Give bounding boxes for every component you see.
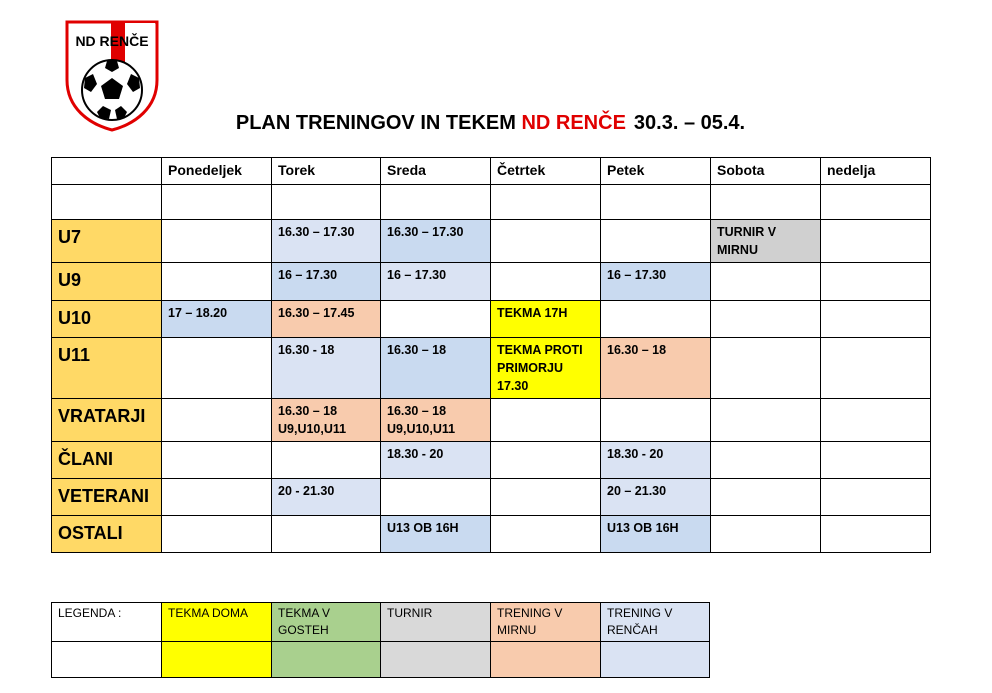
empty-cell (601, 185, 711, 220)
schedule-cell: 16.30 – 18 (601, 338, 711, 399)
schedule-cell: 16 – 17.30 (381, 263, 491, 301)
day-header: Sobota (711, 158, 821, 185)
schedule-cell (162, 442, 272, 479)
schedule-cell (162, 338, 272, 399)
schedule-cell: 16.30 – 18 U9,U10,U11 (381, 399, 491, 442)
schedule-cell: 16.30 - 18 (272, 338, 381, 399)
schedule-cell: 16.30 – 17.30 (272, 220, 381, 263)
schedule-cell (491, 399, 601, 442)
legend-table (51, 602, 710, 678)
day-header: Četrtek (491, 158, 601, 185)
legend-item-label: TURNIR (381, 603, 491, 642)
group-label: OSTALI (52, 516, 162, 553)
empty-cell (491, 185, 601, 220)
legend-item-label: TRENING V RENČAH (601, 603, 710, 642)
schedule-cell (162, 479, 272, 516)
schedule-table (51, 157, 931, 553)
schedule-cell (272, 516, 381, 553)
empty-cell (162, 185, 272, 220)
legend-item-label: TEKMA DOMA (162, 603, 272, 642)
group-label: ČLANI (52, 442, 162, 479)
schedule-cell (491, 516, 601, 553)
legend-item-label: TRENING V MIRNU (491, 603, 601, 642)
group-label: U10 (52, 301, 162, 338)
schedule-cell (601, 301, 711, 338)
group-label: U11 (52, 338, 162, 399)
schedule-cell (821, 263, 931, 301)
schedule-cell: 16.30 – 18 U9,U10,U11 (272, 399, 381, 442)
schedule-cell: 16.30 – 17.45 (272, 301, 381, 338)
schedule-cell: 16.30 – 17.30 (381, 220, 491, 263)
schedule-cell (272, 442, 381, 479)
group-label: U9 (52, 263, 162, 301)
schedule-cell (711, 516, 821, 553)
schedule-cell (162, 516, 272, 553)
legend-swatch (272, 642, 381, 678)
day-header: Ponedeljek (162, 158, 272, 185)
empty-cell (52, 185, 162, 220)
schedule-cell (821, 220, 931, 263)
empty-cell (711, 185, 821, 220)
schedule-cell (162, 399, 272, 442)
title-dates: 30.3. – 05.4. (633, 112, 746, 134)
schedule-cell (381, 479, 491, 516)
group-label: VETERANI (52, 479, 162, 516)
schedule-cell: U13 OB 16H (381, 516, 491, 553)
legend-swatch-row (52, 642, 710, 678)
day-header: Sreda (381, 158, 491, 185)
page-title (51, 112, 930, 135)
legend-swatch (381, 642, 491, 678)
schedule-cell (821, 399, 931, 442)
empty-cell (272, 185, 381, 220)
schedule-cell (711, 442, 821, 479)
schedule-cell (381, 301, 491, 338)
schedule-cell (821, 442, 931, 479)
schedule-cell: 17 – 18.20 (162, 301, 272, 338)
schedule-cell: TURNIR V MIRNU (711, 220, 821, 263)
schedule-cell (711, 263, 821, 301)
schedule-cell: 16.30 – 18 (381, 338, 491, 399)
table-row (52, 442, 931, 479)
legend-item-label: TEKMA V GOSTEH (272, 603, 381, 642)
title-club: ND RENČE (521, 112, 626, 134)
logo-text: ND RENČE (75, 33, 149, 49)
title-prefix: PLAN TRENINGOV IN TEKEM (235, 112, 516, 134)
schedule-cell (491, 442, 601, 479)
schedule-cell: 16 – 17.30 (272, 263, 381, 301)
group-label: VRATARJI (52, 399, 162, 442)
schedule-cell: 20 - 21.30 (272, 479, 381, 516)
table-row (52, 301, 931, 338)
empty-cell (821, 185, 931, 220)
schedule-cell: 18.30 - 20 (601, 442, 711, 479)
legend-swatch (601, 642, 710, 678)
schedule-cell (821, 479, 931, 516)
legend-swatch (162, 642, 272, 678)
schedule-cell: TEKMA 17H (491, 301, 601, 338)
schedule-cell: 16 – 17.30 (601, 263, 711, 301)
table-row (52, 338, 931, 399)
schedule-cell (162, 220, 272, 263)
schedule-cell (491, 263, 601, 301)
table-row (52, 516, 931, 553)
schedule-cell (491, 479, 601, 516)
schedule-cell: 20 – 21.30 (601, 479, 711, 516)
day-header: nedelja (821, 158, 931, 185)
legend-title: LEGENDA : (52, 603, 162, 642)
group-label: U7 (52, 220, 162, 263)
table-row (52, 220, 931, 263)
day-header: Petek (601, 158, 711, 185)
schedule-cell (601, 399, 711, 442)
schedule-cell (491, 220, 601, 263)
schedule-cell: U13 OB 16H (601, 516, 711, 553)
schedule-cell: TEKMA PROTI PRIMORJU 17.30 (491, 338, 601, 399)
table-row (52, 399, 931, 442)
schedule-cell: 18.30 - 20 (381, 442, 491, 479)
schedule-cell (711, 479, 821, 516)
header-row (52, 158, 931, 185)
legend-label-row (52, 603, 710, 642)
schedule-cell (711, 338, 821, 399)
schedule-cell (601, 220, 711, 263)
schedule-cell (162, 263, 272, 301)
corner-cell (52, 158, 162, 185)
legend-swatch (491, 642, 601, 678)
schedule-cell (711, 301, 821, 338)
table-row (52, 479, 931, 516)
blank-row (52, 185, 931, 220)
table-row (52, 263, 931, 301)
schedule-cell (711, 399, 821, 442)
empty-cell (381, 185, 491, 220)
schedule-cell (821, 516, 931, 553)
schedule-cell (821, 301, 931, 338)
day-header: Torek (272, 158, 381, 185)
empty-cell (52, 642, 162, 678)
schedule-cell (821, 338, 931, 399)
